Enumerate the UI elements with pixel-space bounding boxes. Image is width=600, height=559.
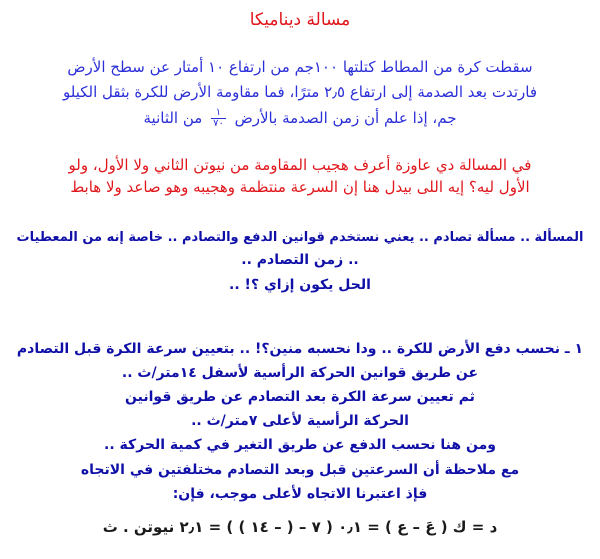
problem-line-3-end: من الثانية xyxy=(143,109,203,127)
question-line-1: في المسالة دي عاوزة أعرف هجيب المقاومة من نيوتن الثاني ولا الأول، ولو xyxy=(68,156,532,174)
question-line-2: الأول ليه؟ إيه اللى بيدل هنا إن السرعة منتظمة وهجيبه وهو صاعد ولا هابط xyxy=(70,178,530,196)
solution-step-line-4: الحركة الرأسية لأعلى ٧متر/ث .. xyxy=(191,413,409,429)
time-fraction xyxy=(211,108,226,129)
solution-step-line-2: عن طريق قوانين الحركة الرأسية لأسفل ١٤متر/ث .. xyxy=(121,365,479,381)
problem-line-1: سقطت كرة من المطاط كتلتها ١٠٠جم من ارتفاع ١٠ أمتار عن سطح الأرض xyxy=(67,58,533,76)
fraction-numerator: ١ xyxy=(211,108,226,119)
answer-intro-line-1: المسألة .. مسألة تصادم .. يعني نستخدم قوانين الدفع والتصادم .. خاصة إنه من المعطيات xyxy=(16,230,584,245)
solution-step-line-3: ثم تعيين سرعة الكرة بعد التصادم عن طريق قوانين xyxy=(125,389,475,405)
answer-intro-line-3: الحل يكون إزاي ؟! .. xyxy=(229,277,371,293)
solution-step-line-7: فإذ اعتبرنا الاتجاه لأعلى موجب، فإن: xyxy=(172,486,428,502)
document-title: مسالة ديناميكا xyxy=(249,10,351,30)
impulse-formula: د = ك ( عَ – ع ) = ٠٫١ ( ٧ – ( – ١٤ ) ) = ٢٫١ نيوتن . ث xyxy=(102,518,498,536)
fraction-denominator: ٧٠ xyxy=(213,118,224,129)
problem-line-2: فارتدت بعد الصدمة إلى ارتفاع ٢٫٥ مترًا، فما مقاومة الأرض للكرة بثقل الكيلو xyxy=(62,83,538,101)
solution-step-line-5: ومن هنا نحسب الدفع عن طريق التغير في كمية الحركة .. xyxy=(104,437,496,453)
answer-intro-line-2: .. زمن التصادم .. xyxy=(241,252,359,268)
solution-step-line-6: مع ملاحظة أن السرعتين قبل وبعد التصادم مختلفتين في الاتجاه xyxy=(80,462,520,478)
problem-line-3-start: جم، إذا علم أن زمن الصدمة بالأرض xyxy=(234,109,457,127)
solution-step-line-1: ١ ـ نحسب دفع الأرض للكرة .. ودا نحسبه منين؟! .. بتعيين سرعة الكرة قبل التصادم xyxy=(16,341,584,357)
problem-line-3 xyxy=(16,108,584,129)
